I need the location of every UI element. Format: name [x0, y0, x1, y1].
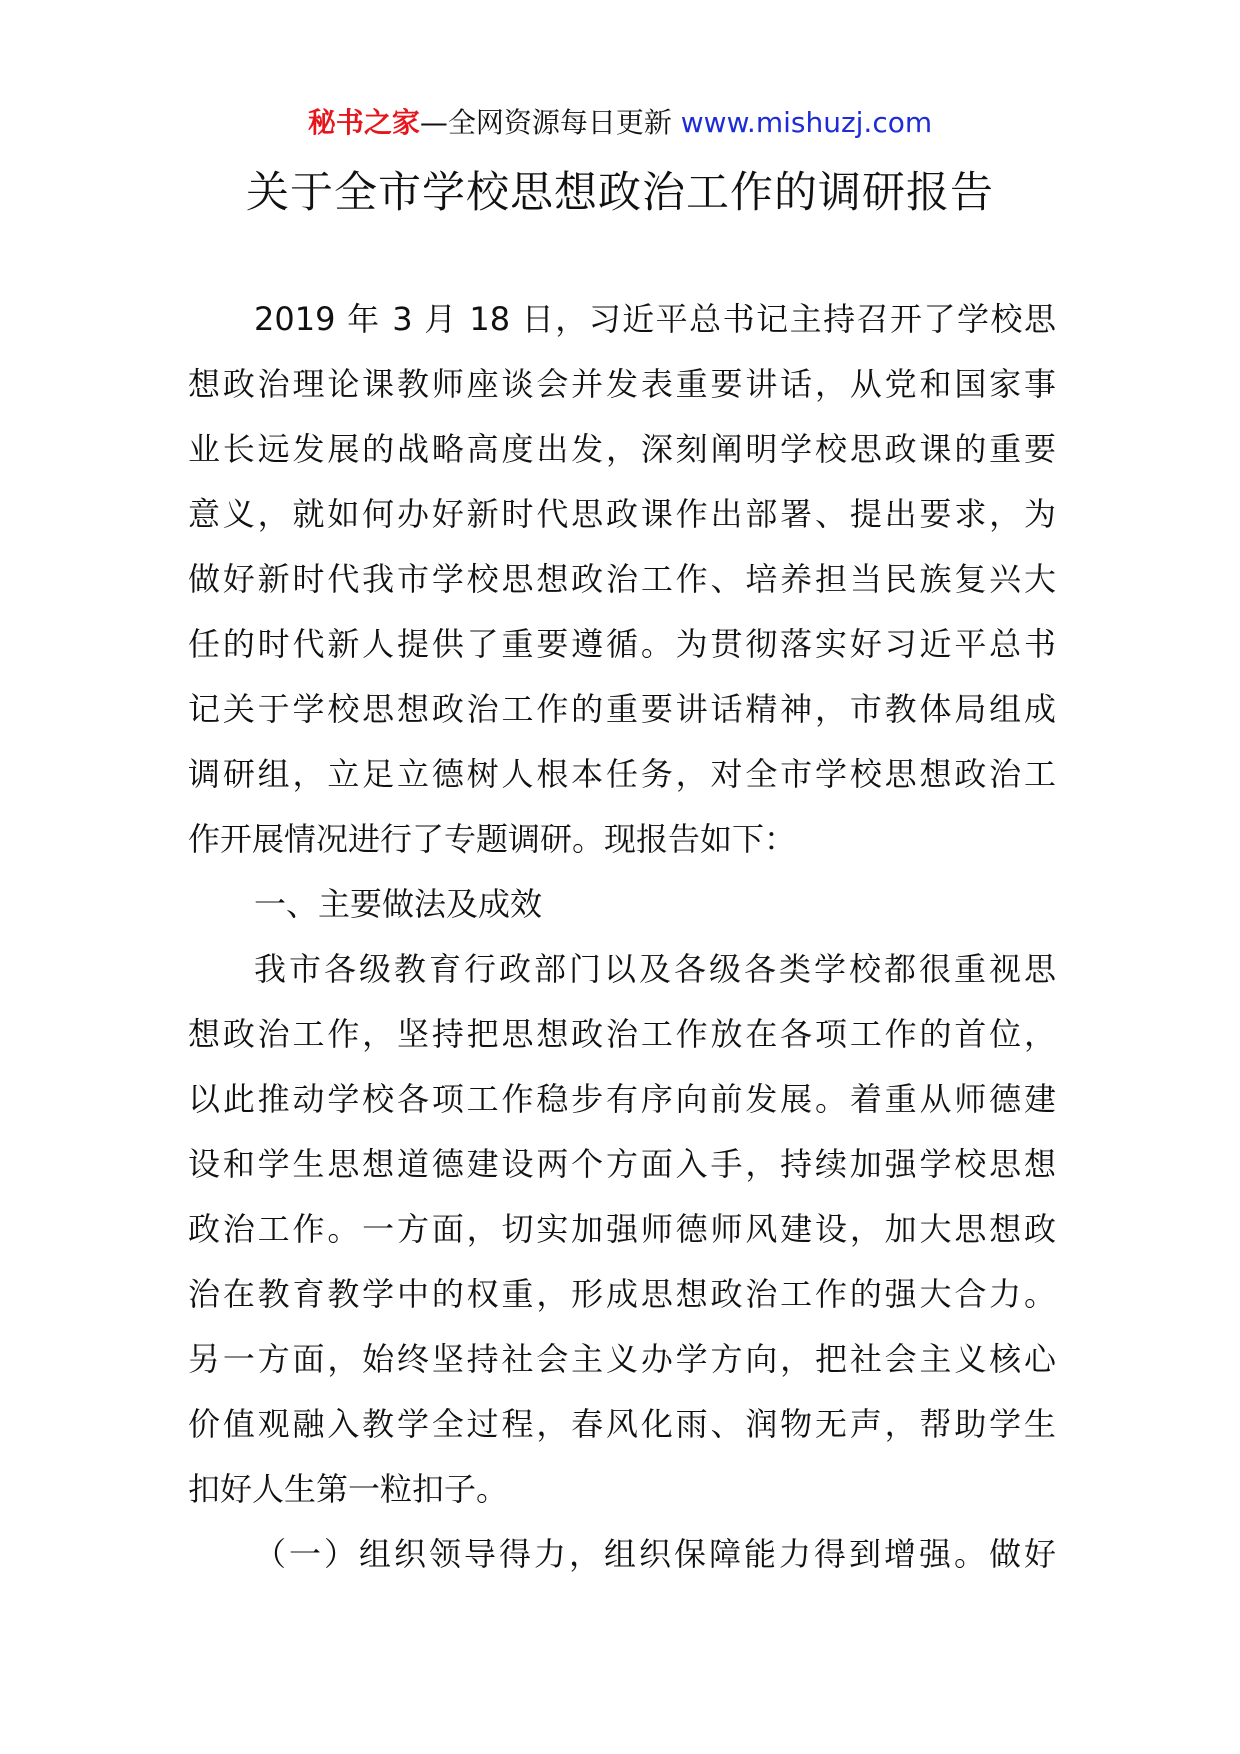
text-line: 想政治工作，坚持把思想政治工作放在各项工作的首位，	[188, 1015, 1056, 1053]
text-line: 业长远发展的战略高度出发，深刻阐明学校思政课的重要	[188, 430, 1056, 468]
subsection-heading: （一）组织领导得力，组织保障能力得到增强。做好	[254, 1535, 1056, 1573]
section-heading: 一、主要做法及成效	[254, 885, 543, 923]
text-line: 扣好人生第一粒扣子。	[188, 1470, 509, 1508]
text-line: 想政治理论课教师座谈会并发表重要讲话，从党和国家事	[188, 365, 1056, 403]
site-link[interactable]: www.mishuzj.com	[680, 106, 933, 139]
text-line: 另一方面，始终坚持社会主义办学方向，把社会主义核心	[188, 1340, 1056, 1378]
text-line: 以此推动学校各项工作稳步有序向前发展。着重从师德建	[188, 1080, 1056, 1118]
text-line: 意义，就如何办好新时代思政课作出部署、提出要求，为	[188, 495, 1056, 533]
text-line: 调研组，立足立德树人根本任务，对全市学校思想政治工	[188, 755, 1056, 793]
text-line: 政治工作。一方面，切实加强师德师风建设，加大思想政	[188, 1210, 1056, 1248]
text-line: 2019 年 3 月 18 日，习近平总书记主持召开了学校思	[254, 300, 1056, 338]
brand-name: 秘书之家	[307, 106, 420, 139]
text-line: 价值观融入教学全过程，春风化雨、润物无声，帮助学生	[188, 1405, 1056, 1443]
text-line: 作开展情况进行了专题调研。现报告如下：	[188, 820, 797, 858]
text-line: 治在教育教学中的权重，形成思想政治工作的强大合力。	[188, 1275, 1056, 1313]
text-line: 任的时代新人提供了重要遵循。为贯彻落实好习近平总书	[188, 625, 1056, 663]
document-body	[188, 287, 1056, 1587]
watermark-header	[0, 103, 1240, 143]
text-line: 设和学生思想道德建设两个方面入手，持续加强学校思想	[188, 1145, 1056, 1183]
header-slogan: —全网资源每日更新	[419, 106, 681, 139]
document-title: 关于全市学校思想政治工作的调研报告	[246, 168, 994, 218]
text-line: 做好新时代我市学校思想政治工作、培养担当民族复兴大	[188, 560, 1056, 598]
text-line: 记关于学校思想政治工作的重要讲话精神，市教体局组成	[188, 690, 1056, 728]
text-line: 我市各级教育行政部门以及各级各类学校都很重视思	[254, 950, 1056, 988]
